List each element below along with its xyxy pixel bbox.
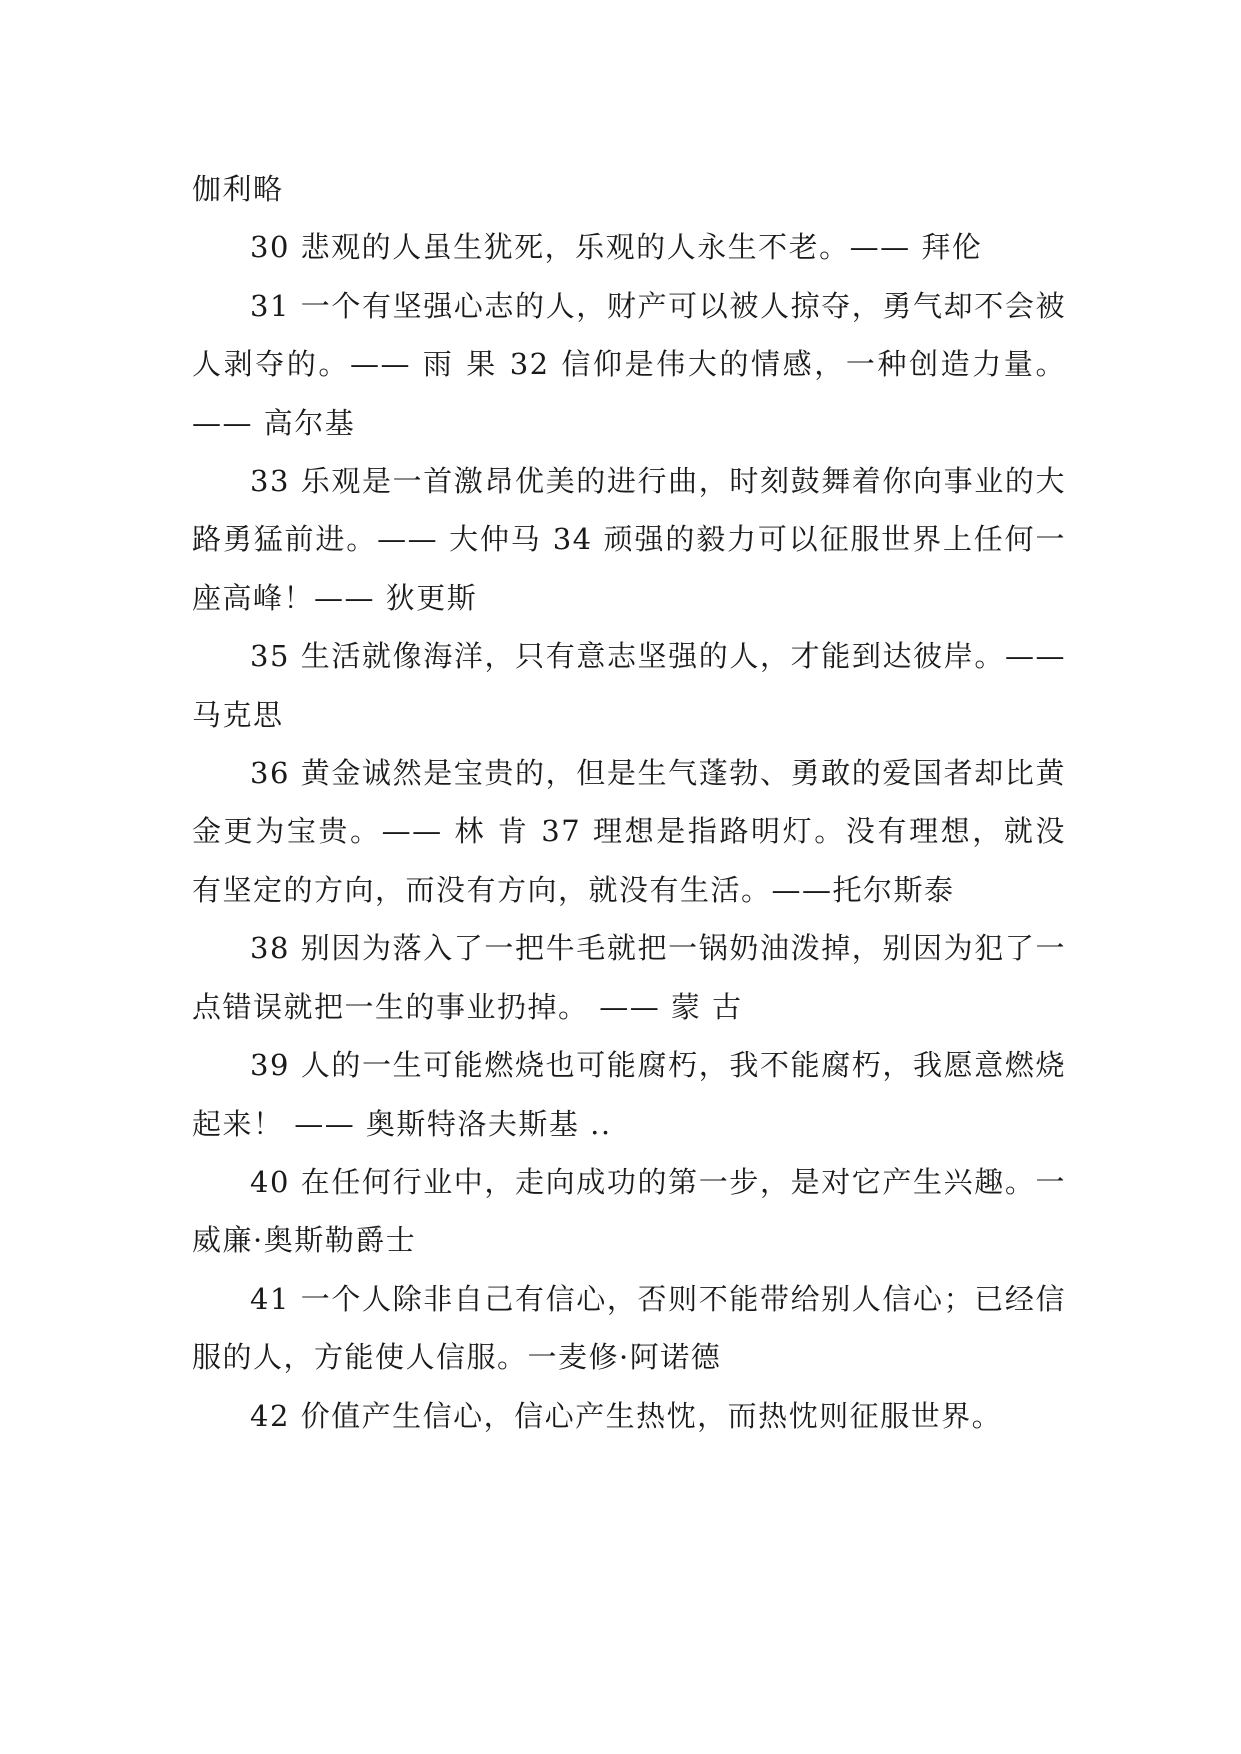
paragraph-quote-33-34: 33 乐观是一首激昂优美的进行曲，时刻鼓舞着你向事业的大路勇猛前进。—— 大仲马 34 顽强的毅力可以征服世界上任何一座高峰！—— 狄更斯 bbox=[192, 464, 1066, 615]
paragraph-quote-35: 35 生活就像海洋，只有意志坚强的人，才能到达彼岸。—— 马克思 bbox=[192, 639, 1066, 732]
paragraph-quote-36-37: 36 黄金诚然是宝贵的，但是生气蓬勃、勇敢的爱国者却比黄金更为宝贵。—— 林 肯 37 理想是指路明灯。没有理想，就没有坚定的方向，而没有方向，就没有生活。——托尔斯泰 bbox=[192, 756, 1066, 907]
paragraph-quote-38: 38 别因为落入了一把牛毛就把一锅奶油泼掉，别因为犯了一点错误就把一生的事业扔掉。 —— 蒙 古 bbox=[192, 931, 1066, 1024]
paragraph-quote-39: 39 人的一生可能燃烧也可能腐朽，我不能腐朽，我愿意燃烧起来！ —— 奥斯特洛夫斯基 .. bbox=[192, 1048, 1066, 1141]
paragraph-attribution: 伽利略 bbox=[192, 172, 284, 206]
paragraph-quote-30: 30 悲观的人虽生犹死，乐观的人永生不老。—— 拜伦 bbox=[250, 230, 983, 265]
paragraph-quote-42: 42 价值产生信心，信心产生热忱，而热忱则征服世界。 bbox=[250, 1398, 1003, 1433]
paragraph-quote-40: 40 在任何行业中，走向成功的第一步，是对它产生兴趣。一威廉·奥斯勒爵士 bbox=[192, 1164, 1066, 1258]
paragraph-quote-41: 41 一个人除非自己有信心，否则不能带给别人信心；已经信服的人，方能使人信服。一麦修·阿诺德 bbox=[192, 1281, 1066, 1375]
document-body bbox=[192, 160, 1066, 1445]
paragraph-quote-31-32: 31 一个有坚强心志的人，财产可以被人掠夺，勇气却不会被人剥夺的。—— 雨 果 32 信仰是伟大的情感，一种创造力量。—— 高尔基 bbox=[192, 288, 1066, 440]
